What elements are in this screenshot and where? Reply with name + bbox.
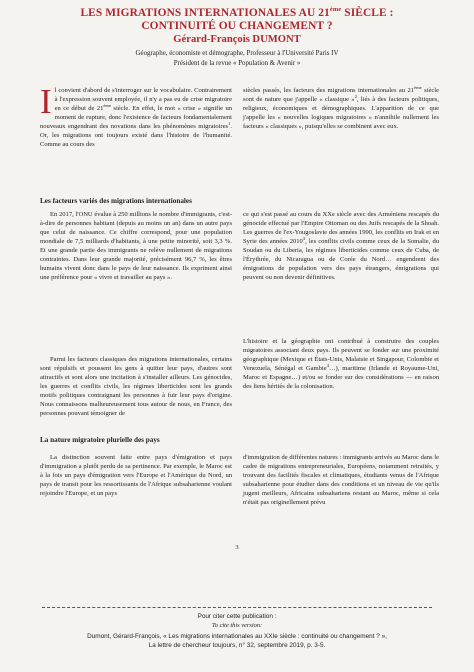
footer-divider — [42, 607, 432, 608]
page-number: 3 — [235, 544, 239, 551]
footnote-ref: 1 — [228, 120, 231, 126]
paragraph-immigration-natures: d'immigration de différentes natures : immigrants arrivés au Maroc dans le cadre de migrations entrepreneuriales, Européens, notamment retraités, y trouvant des facilités fiscales et climatiques, étudiants venus de l'Afrique subsaharienne pour étudier dans des conditions et un niveau de vie qu'ils jugent meilleurs, Africains subsahariens restant au Maroc, même si cela n'était pas originellement prévu — [243, 454, 439, 506]
author-affiliation: Géographe, économiste et démographe, Professeur à l'Université Paris IV Président de la revue « Population & Avenir » — [135, 50, 339, 67]
citation-reference: Dumont, Gérard-François, « Les migrations internationales au XXIe siècle : continuité ou changement ? », — [87, 633, 387, 640]
paragraph-couples-migratoires: L'histoire et la géographie ont contribué à construire des couples migratoires associant deux pays. Ils peuvent se fonder sur une proximité géographique (Mexique et États-Unis, Malaisie et Singapour, Colombie et Venezuela, Sénégal et Gambie$^4$…), maritime (Irlande et Royaume-Uni, Maroc et Espagne…) et/ou se fonder sur des considérations — en raison des liens hérités de la colonisation. — [243, 338, 440, 390]
paragraph-intro: Il convient d'abord de s'interroger sur le vocabulaire. Contrairement à l'expression souvent employée, il n'y a pas eu de crise migratoire en ce début de 21ème siècle. En effet, le mot « crise » signifie un moment de rupture, donc l'existence de facteurs fondamentalement nouveaux engendrant des novations dans les phénomènes migratoires$^1$. Or, les migrations ont toujours existé dans l'histoire de l'humanité. Comme au cours des — [40, 82, 232, 148]
section-heading-nature: La nature migratoire plurielle des pays — [40, 436, 160, 444]
footnote-ref: 2 — [354, 93, 357, 99]
paragraph-facteurs-classiques: Parmi les facteurs classiques des migrations internationales, certains sont répulsifs et poussent les gens à quitter leur pays, d'autres sont attractifs et sont alors une incitation à s'installer ailleurs. Les génocides, les guerres et conflits civils, les régimes liberticides sont les grands motifs politiques contraignant les personnes à fuir leur pays d'origine. Nous connaissons malheureusement tous autour de nous, en France, des personnes pouvant témoigner de — [40, 356, 232, 417]
paragraph-conflits: ce qui s'est passé au cours du XXe siècle avec des Arméniens rescapés du génocide effectué par l'Empire Ottoman ou des Juifs rescapés de la Shoah. Les guerres de l'ex-Yougoslavie des années 1990, les conflits en Irak et en Syrie des années 2010$^3$, les conflits civils comme ceux de la Somalie, du Soudan ou du Liberia, les régimes liberticides comme ceux de Cuba, de l'Érythrée, du Nicaragua ou de Corée du Nord… engendrent des émigrations de population vers des pays étrangers, émigrations qui peuvent ou non devenir définitives. — [243, 211, 439, 281]
paragraph-maroc: La distinction souvent faite entre pays d'émigration et pays d'immigration a plutôt perdu de sa pertinence. Par exemple, le Maroc est à la fois un pays d'émigration vers l'Europe et l'Amérique du Nord, un pays de transit pour les ressortissants de l'Afrique subsaharienne voulant rejoindre l'Europe, et un pays — [40, 454, 232, 497]
paragraph-onu: En 2017, l'ONU évalue à 250 millions le nombre d'immigrants, c'est-à-dire de personnes habitant (depuis au moins un an) dans un autre pays que celui de naissance. Ce chiffre correspond, pour une population mondiale de 7,5 milliards d'habitants, à une petite minorité, soit 3,3 %. Et une grande partie des immigrants ne relève nullement de migrations contraintes. Dans leur grande majorité, précisément 96,7 %, les êtres humains vivent donc dans le pays de leur naissance. Ils expriment ainsi une préférence pour « vivre et travailler au pays ». — [40, 211, 232, 281]
citation-label-fr: Pour citer cette publication : — [197, 613, 277, 620]
footnote-ref: 3 — [302, 235, 306, 241]
citation-source: La lettre de chercheur toujours, n° 32, septembre 2019, p. 3-5. — [148, 642, 326, 649]
paragraph-intro-continued: siècles passés, les facteurs des migrations internationales au 21ème siècle sont de nature que j'appelle « classique »$^2$, liés à des facteurs politiques, religieux, économiques et démographiques. L'apparition de ce que j'appelle les « nouvelles logiques migratoires » n'annihile nullement les facteurs « classiques », puisqu'elles se combinent avec eux. — [243, 85, 439, 130]
section-heading-facteurs: Les facteurs variés des migrations internationales — [40, 197, 192, 205]
title-superscript: ème — [329, 6, 342, 13]
article-title: LES MIGRATIONS INTERNATIONALES AU 21ème SIÈCLE : CONTINUITÉ OU CHANGEMENT ? — [80, 6, 394, 32]
citation-label-en: To cite this version: — [211, 622, 263, 629]
author-name: Gérard-François DUMONT — [173, 34, 301, 45]
drop-cap: I — [40, 82, 52, 121]
article-subtitle: CONTINUITÉ OU CHANGEMENT ? — [141, 20, 333, 32]
footnote-ref: 4 — [326, 362, 329, 368]
